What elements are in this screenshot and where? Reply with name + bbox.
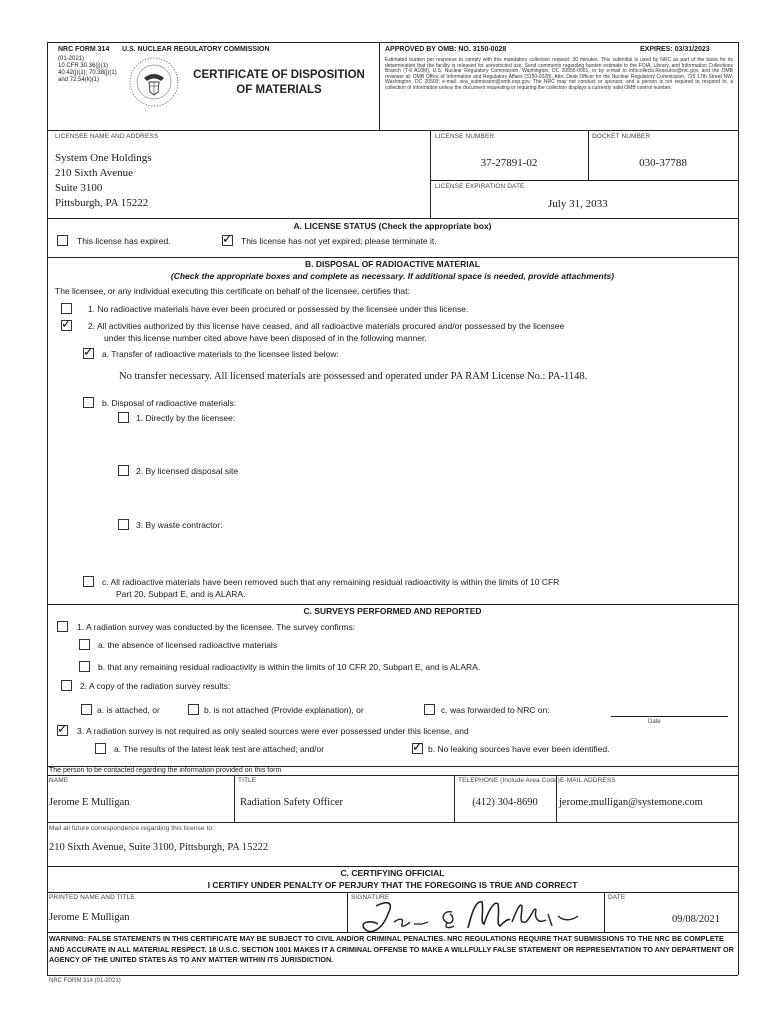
burden-statement: Estimated burden per response to comply with this mandatory collection request: 30 minutes. This submittal is used by NRC as part of the basis for its determination that the facility is released for unrestricted use. Send comments regarding burden estimate to the FOIA, Library, and Information Collections Branch (T-6 A10M), U.S. Nuclear Regulatory Commission, Washington, DC 20555-0001, or by e-mail to Infocollects.Resource@nrc.gov, and the OMB reviewer at: OMB Office of Information and Regulatory Affairs (3150-0028), Attn: Desk Officer for the Nuclear Regulatory Commission, 725 17th Street NW, Washington, DC 20503; e-mail: oira_submission@omb.eop.gov. The NRC may not conduct or sponsor, and a person is not required to respond to, a collection of information unless the document requesting or requiring the collection displays a currently valid OMB control number.	[385, 57, 733, 91]
cfr-ref-2: 40.42(j)(1); 70.38(j)(1)	[58, 70, 117, 76]
mail-label: Mail all future correspondence regarding this license to:	[49, 825, 215, 832]
survey-not-required-label: 3. A radiation survey is not required as only sealed sources were ever possessed under this license, and	[77, 726, 469, 736]
survey-copy-checkbox[interactable]	[61, 680, 72, 691]
disposal-site-checkbox[interactable]	[118, 465, 129, 476]
forwarded-date-label: Date	[648, 719, 661, 725]
signature-label: SIGNATURE	[351, 894, 390, 901]
licensee-address	[55, 151, 152, 211]
waste-contractor-checkbox[interactable]	[118, 519, 129, 530]
activities-ceased-label-1: 2. All activities authorized by this license have ceased, and all radioactive materials procured and/or possessed by the licensee	[88, 321, 565, 331]
footer-form-id: NRC FORM 314 (01-2021)	[49, 978, 121, 984]
contact-name-field[interactable]: Jerome E Mulligan	[49, 797, 130, 808]
disposal-by-licensee-label: 1. Directly by the licensee:	[136, 413, 236, 423]
contact-phone-field[interactable]: (412) 304-8690	[472, 797, 538, 808]
section-b-title: B. DISPOSAL OF RADIOACTIVE MATERIAL	[305, 259, 480, 269]
section-c-title: C. SURVEYS PERFORMED AND REPORTED	[303, 606, 482, 616]
docket-number-label: DOCKET NUMBER	[592, 133, 651, 140]
survey-conducted-label: 1. A radiation survey was conducted by the licensee. The survey confirms:	[77, 622, 356, 632]
survey-attached-checkbox[interactable]	[81, 704, 92, 715]
contact-title-label: TITLE	[238, 777, 257, 784]
contact-title-field[interactable]: Radiation Safety Officer	[240, 797, 344, 808]
expiration-date-field[interactable]: July 31, 2033	[548, 198, 608, 210]
expiration-label: LICENSE EXPIRATION DATE	[435, 183, 525, 190]
licensee-line-1: System One Holdings	[55, 152, 152, 164]
activities-ceased-label-2: under this license number cited above have been disposed of in the following manner.	[104, 333, 427, 343]
licensee-line-4: Pittsburgh, PA 15222	[55, 197, 149, 209]
waste-contractor-label: 3. By waste contractor:	[136, 520, 223, 530]
license-expired-label: This license has expired.	[77, 236, 171, 246]
certification-intro: The licensee, or any individual executing this certificate on behalf of the licensee, certifies that:	[55, 286, 410, 296]
survey-forwarded-label: c. was forwarded to NRC on:	[441, 705, 550, 715]
checkmark-icon: ✓	[61, 317, 72, 332]
residual-alara-label: b. that any remaining residual radioactivity is within the limits of 10 CFR 20, Subpart E, and is ALARA.	[98, 662, 481, 672]
licensee-line-3: Suite 3100	[55, 182, 103, 194]
leak-test-label: a. The results of the latest leak test are attached; and/or	[114, 744, 325, 754]
warning-text: WARNING: FALSE STATEMENTS IN THIS CERTIFICATE MAY BE SUBJECT TO CIVIL AND/OR CRIMINAL PENALTIES. NRC REGULATIONS REQUIRE THAT SUBMISSIONS TO THE NRC BE COMPLETE AND ACCURATE IN ALL MATERIAL RESPECT. 18 U.S.C. SECTION 1001 MAKES IT A CRIMINAL OFFENSE TO MAKE A WILLFULLY FALSE STATEMENT OR REPRESENTATION TO ANY DEPARTMENT OR AGENCY OF THE UNITED STATES AS TO ANY MATTER WITHIN ITS JURISDICTION.	[49, 934, 734, 964]
form-title-line2: OF MATERIALS	[236, 84, 322, 96]
license-number-label: LICENSE NUMBER	[435, 133, 495, 140]
checkmark-icon: ✓	[222, 232, 233, 247]
license-number-field[interactable]: 37-27891-02	[480, 157, 538, 169]
contact-email-field[interactable]: jerome.mulligan@systemone.com	[559, 797, 703, 808]
licensee-label: LICENSEE NAME AND ADDRESS	[55, 133, 159, 140]
absence-checkbox[interactable]	[79, 639, 90, 650]
survey-copy-label: 2. A copy of the radiation survey results:	[80, 681, 231, 691]
absence-label: a. the absence of licensed radioactive materials	[98, 640, 278, 650]
omb-expires: EXPIRES: 03/31/2023	[640, 46, 710, 53]
no-materials-checkbox[interactable]	[61, 303, 72, 314]
printed-name-label: PRINTED NAME AND TITLE	[49, 894, 135, 901]
licensee-line-2: 210 Sixth Avenue	[55, 167, 134, 179]
contact-email-label: E-MAIL ADDRESS	[560, 777, 616, 784]
checkmark-icon: ✓	[57, 722, 68, 737]
materials-removed-checkbox[interactable]	[83, 576, 94, 587]
leak-test-checkbox[interactable]	[95, 743, 106, 754]
certifying-title: C. CERTIFYING OFFICIAL	[340, 868, 445, 878]
form-title-line1: CERTIFICATE OF DISPOSITION	[193, 69, 365, 81]
transfer-explanation-field[interactable]: No transfer necessary. All licensed materials are possessed and operated under PA RAM License No.: PA-1148.	[119, 371, 588, 382]
survey-conducted-checkbox[interactable]	[57, 621, 68, 632]
contact-name-label: NAME	[49, 777, 69, 784]
materials-removed-label-2: Part 20, Subpart E, and is ALARA.	[116, 589, 246, 599]
omb-approval: APPROVED BY OMB: NO. 3150-0028	[385, 46, 507, 53]
residual-alara-checkbox[interactable]	[79, 661, 90, 672]
cfr-ref-3: and 72.54(k)(1)	[58, 77, 100, 83]
no-leaking-label: b. No leaking sources have ever been identified.	[428, 744, 610, 754]
terminate-license-label: This license has not yet expired; please terminate it.	[241, 236, 437, 246]
date-label: DATE	[608, 894, 626, 901]
section-a-title: A. LICENSE STATUS (Check the appropriate box)	[293, 221, 492, 231]
section-b-instructions: (Check the appropriate boxes and complete as necessary. If additional space is needed, provide attachments)	[170, 271, 615, 281]
disposal-site-label: 2. By licensed disposal site	[136, 466, 239, 476]
materials-removed-label-1: c. All radioactive materials have been removed such that any remaining residual radioactivity is within the limits of 10 CFR	[102, 577, 560, 587]
license-expired-checkbox[interactable]	[57, 235, 68, 246]
survey-not-attached-label: b. is not attached (Provide explanation), or	[204, 705, 364, 715]
disposal-checkbox[interactable]	[83, 397, 94, 408]
form-id: NRC FORM 314	[58, 46, 110, 53]
disposal-by-licensee-checkbox[interactable]	[118, 412, 129, 423]
form-title	[183, 68, 375, 98]
form-date: (01-2021)	[58, 56, 85, 62]
contact-phone-label: TELEPHONE (Include Area Code)	[458, 777, 560, 784]
cfr-ref-1: 10 CFR 30.36(j)(1)	[58, 63, 109, 69]
nrc-seal-icon	[128, 56, 180, 108]
certify-statement: I CERTIFY UNDER PENALTY OF PERJURY THAT THE FOREGOING IS TRUE AND CORRECT	[207, 880, 578, 890]
no-materials-label: 1. No radioactive materials have ever been procured or possessed by the licensee under this license.	[88, 304, 469, 314]
transfer-label: a. Transfer of radioactive materials to the licensee listed below:	[102, 349, 339, 359]
disposal-label: b. Disposal of radioactive materials:	[102, 398, 237, 408]
checkmark-icon: ✓	[412, 740, 423, 755]
survey-not-attached-checkbox[interactable]	[188, 704, 199, 715]
printed-name-field[interactable]: Jerome E Mulligan	[49, 912, 130, 923]
agency-name: U.S. NUCLEAR REGULATORY COMMISSION	[122, 46, 270, 53]
certify-date-field[interactable]: 09/08/2021	[672, 914, 720, 925]
contact-caption: The person to be contacted regarding the information provided on this form	[49, 767, 282, 774]
mail-address-field[interactable]: 210 Sixth Avenue, Suite 3100, Pittsburgh, PA 15222	[49, 842, 269, 853]
survey-forwarded-checkbox[interactable]	[424, 704, 435, 715]
checkmark-icon: ✓	[83, 345, 94, 360]
docket-number-field[interactable]: 030-37788	[639, 157, 687, 169]
forwarded-date-field[interactable]	[611, 716, 728, 717]
survey-attached-label: a. is attached, or	[97, 705, 160, 715]
